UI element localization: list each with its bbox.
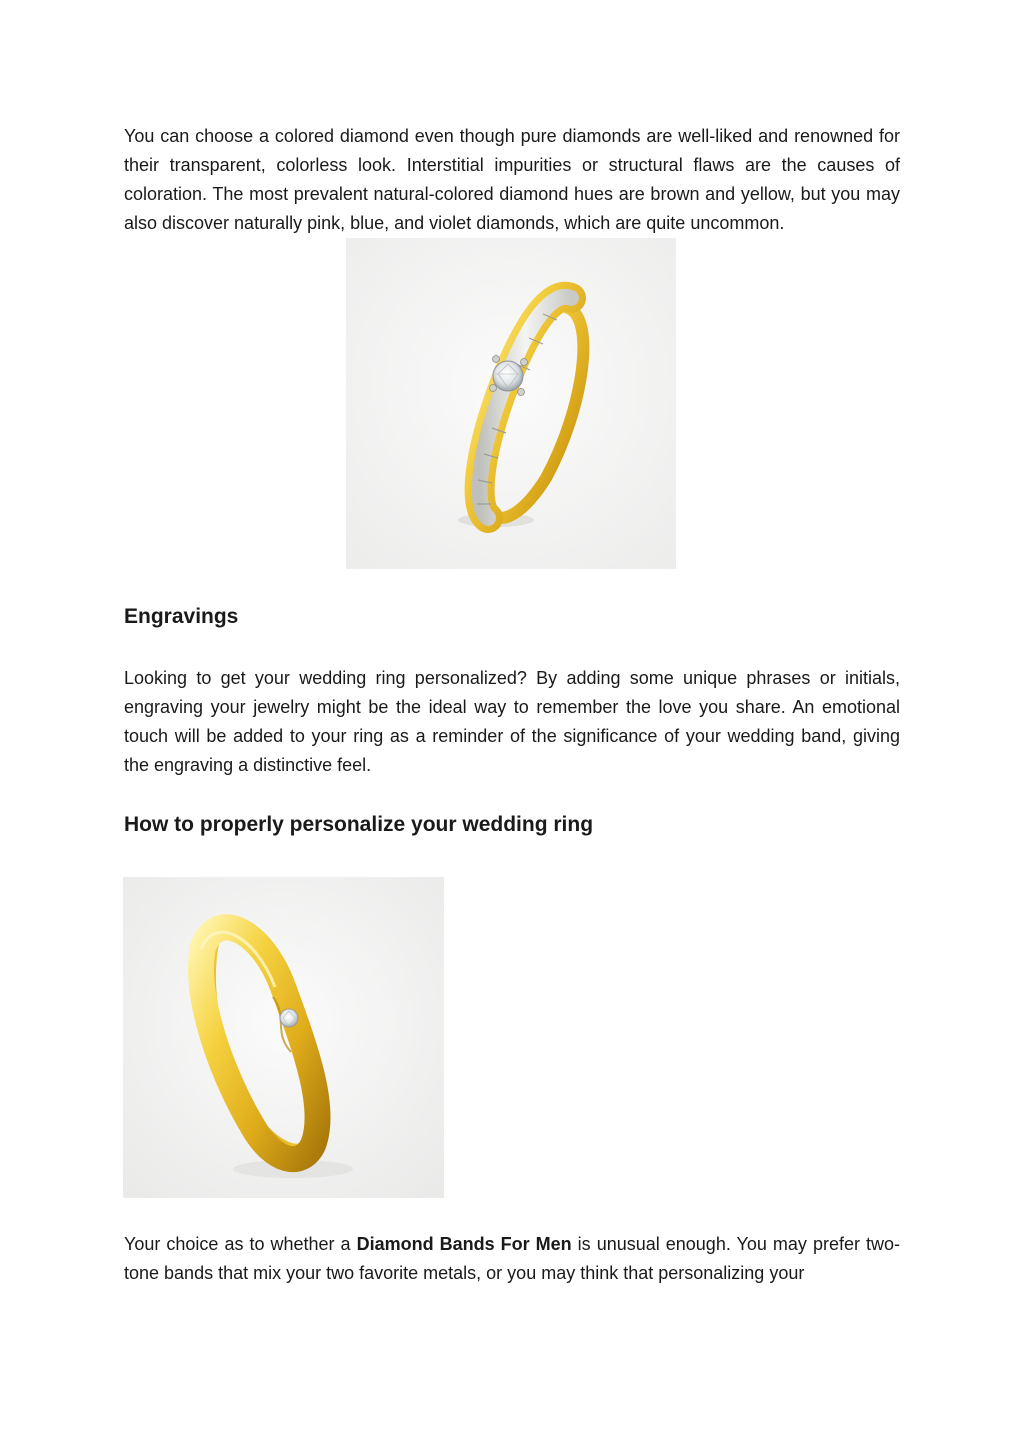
diamond-bands-link-text: Diamond Bands For Men [356,1234,572,1254]
personalize-heading: How to properly personalize your wedding ring [124,813,594,836]
closing-paragraph [124,1230,900,1288]
intro-paragraph: You can choose a colored diamond even though pure diamonds are well-liked and renowned for their transparent, colorless look. Interstitial impurities or structural flaws are the causes of coloration. The most prevalent natural-colored diamond hues are brown and yellow, but you may also discover naturally pink, blue, and violet diamonds, which are quite uncommon. [124,126,900,233]
closing-text-before: Your choice as to whether a [124,1234,357,1254]
closing-text-after: is unusual enough. You may prefer two-tone bands that mix your two favorite metals, or you may think that personalizing your [124,1234,900,1283]
engravings-paragraph: Looking to get your wedding ring personalized? By adding some unique phrases or initials, engraving your jewelry might be the ideal way to remember the love you share. An emotional touch will be added to your ring as a reminder of the significance of your wedding band, giving the engraving a distinctive feel. [124,668,900,775]
engravings-heading: Engravings [124,605,239,628]
solitaire-ring-image [346,238,676,569]
gold-band-ring-image [123,877,444,1198]
